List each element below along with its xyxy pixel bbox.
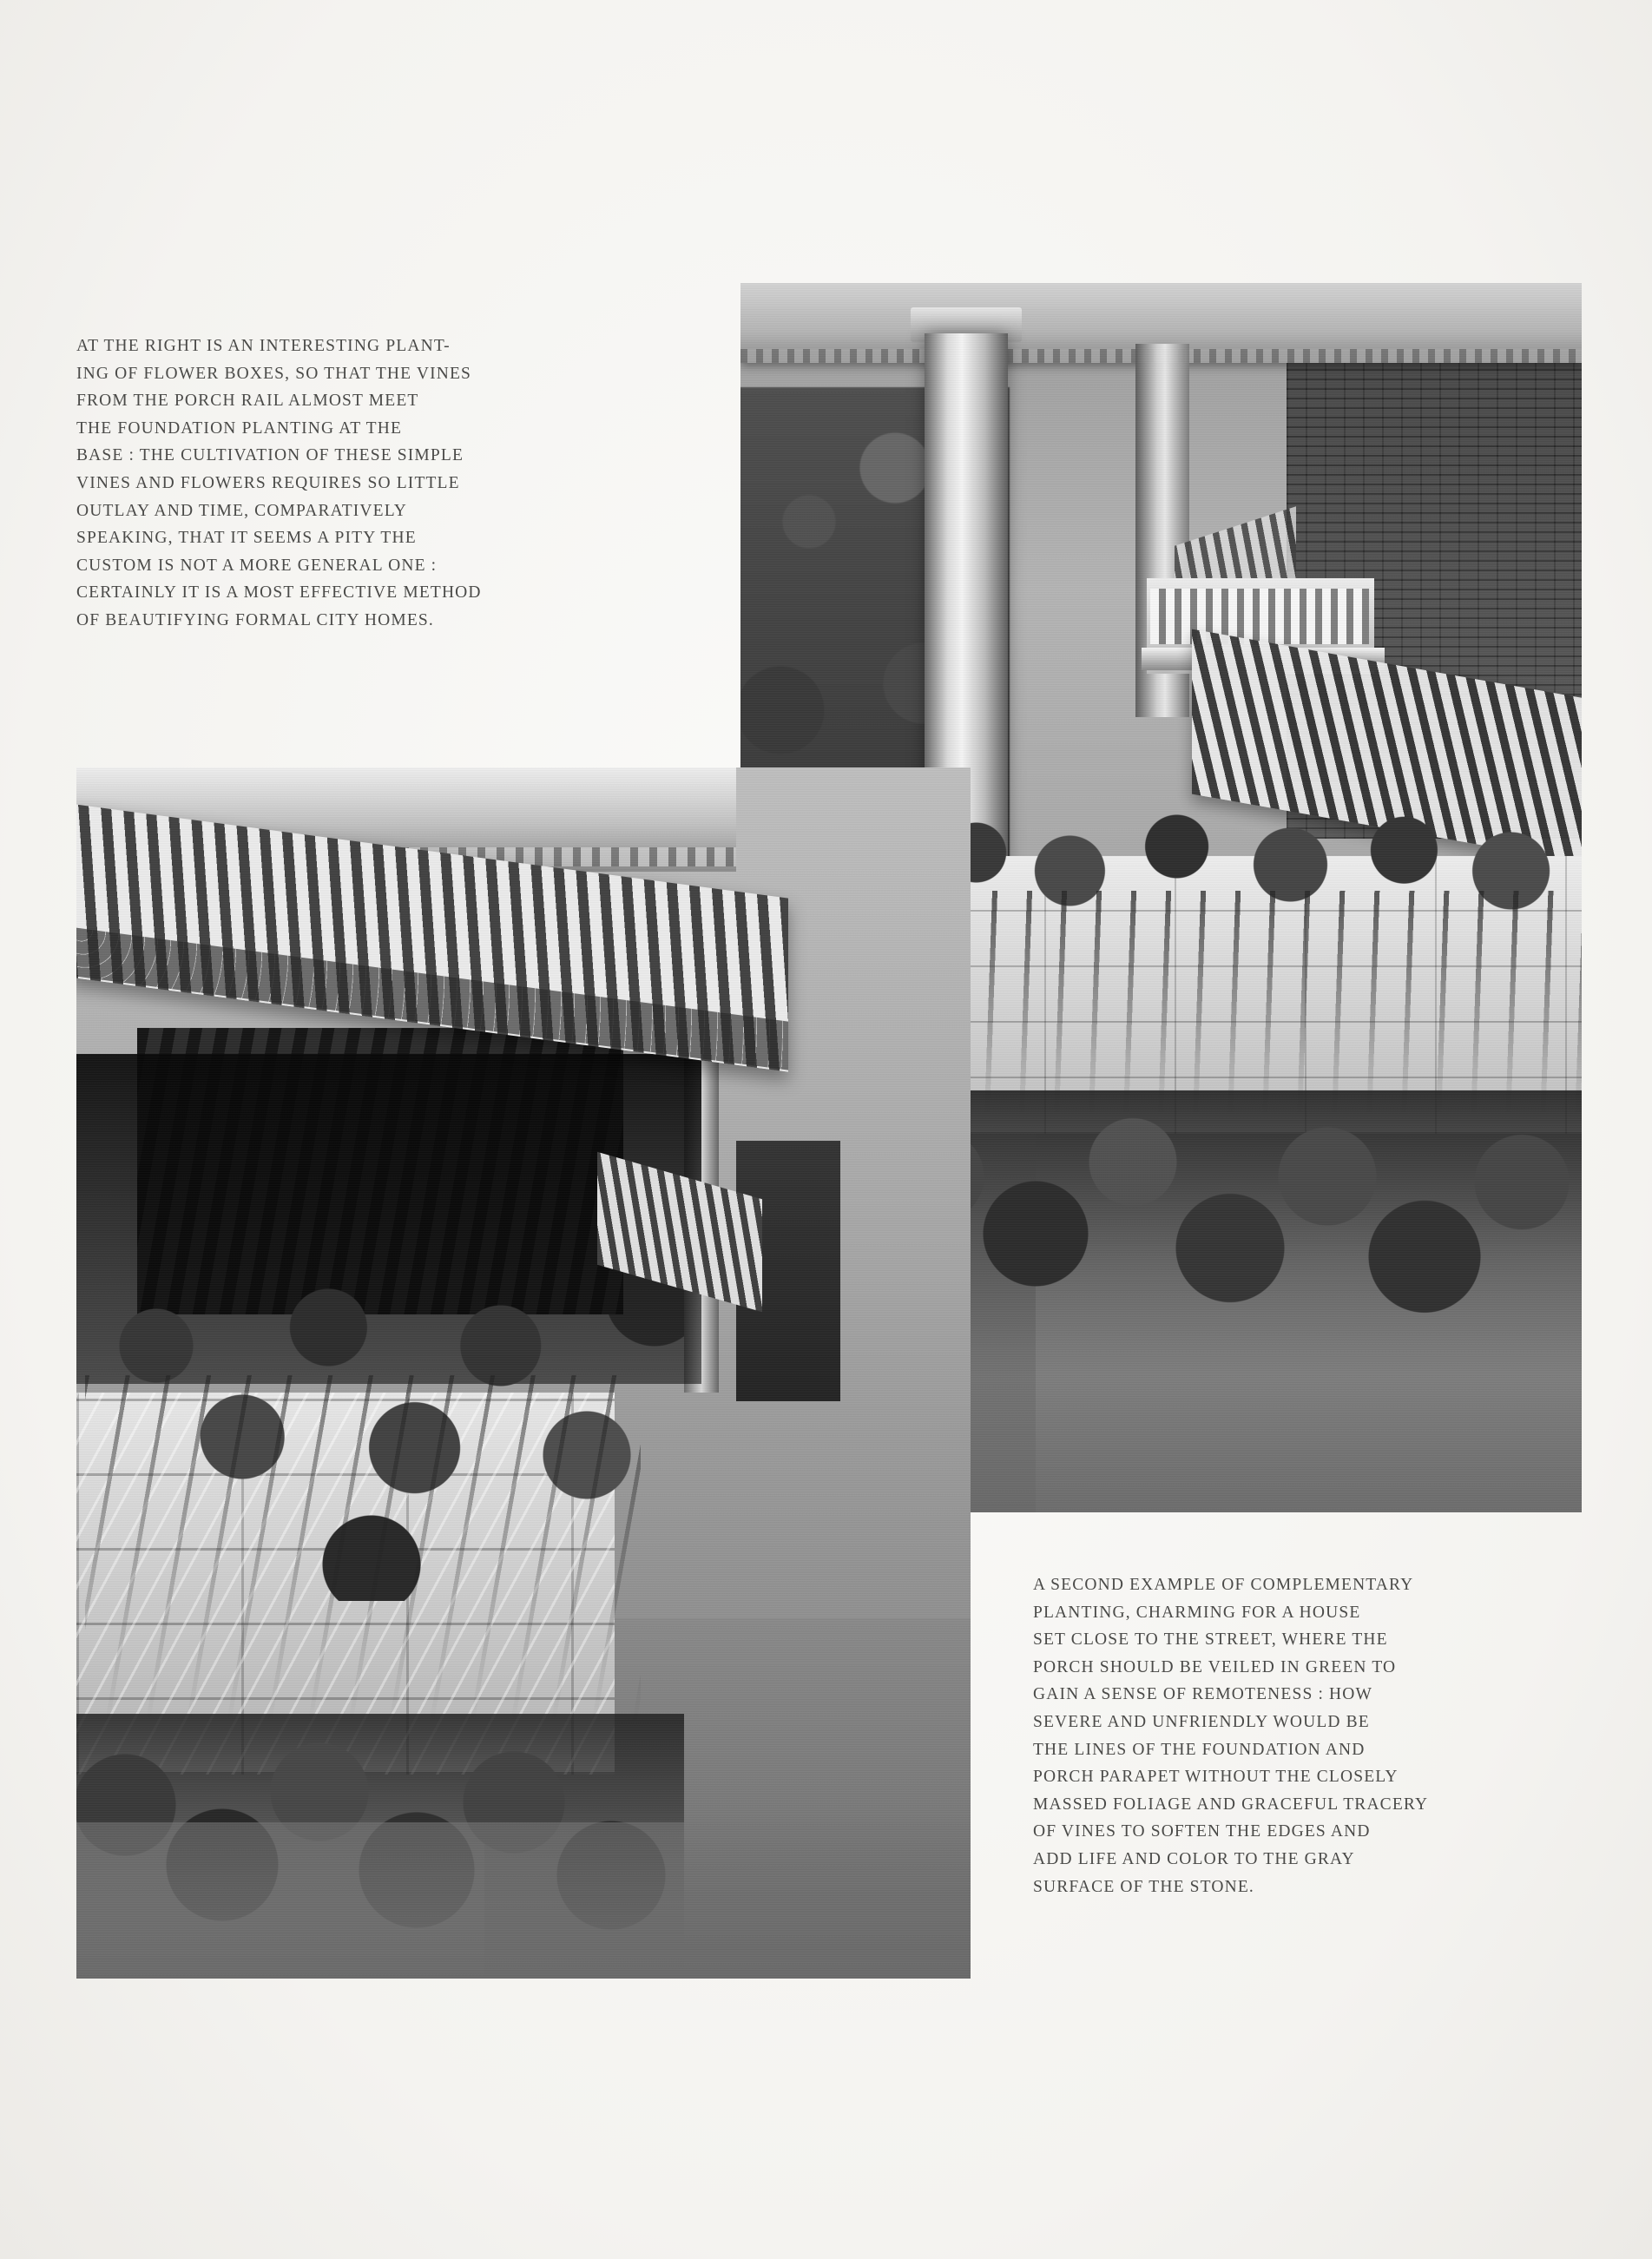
photo-foundation-planting: [897, 1090, 1582, 1377]
caption-bottom-right: A SECOND EXAMPLE OF COMPLEMENTARY PLANTING, CHARMING FOR A HOUSE SET CLOSE TO THE STREET, WHERE THE PORCH SHOULD BE VEILED IN GREEN TO GAIN A SENSE OF REMOTENESS : HOW SEVERE AND UNFRIENDLY WOULD BE THE LINES OF THE FOUNDATION AND PORCH PARAPET WITHOUT THE CLOSELY MASSED FOLIAGE AND GRACEFUL TRACERY OF VINES TO SOFTEN THE EDGES AND ADD LIFE AND COLOR TO THE GRAY SURFACE OF THE STONE.: [1033, 1576, 1429, 1896]
photograph-awning-and-foundation-planting: [76, 767, 971, 1979]
photo-vine-tracery: [85, 1375, 641, 1722]
photo-hanging-vines: [923, 891, 1582, 1116]
photo-foreground-lawn: [76, 1822, 971, 1979]
photo-balustrade: [1150, 589, 1369, 644]
caption-top-left: AT THE RIGHT IS AN INTERESTING PLANT- ING OF FLOWER BOXES, SO THAT THE VINES FROM THE PORCH RAIL ALMOST MEET THE FOUNDATION PLANTING AT THE BASE : THE CULTIVATION OF THESE SIMPLE VINES AND FLOWERS REQUIRES SO LITTLE OUTLAY AND TIME, COMPARATIVELY SPEAKING, THAT IT SEEMS A PITY THE CUSTOM IS NOT A MORE GENERAL ONE : CERTAINLY IT IS A MOST EFFECTIVE METHOD OF BEAUTIFYING FORMAL CITY HOMES.: [76, 337, 482, 629]
